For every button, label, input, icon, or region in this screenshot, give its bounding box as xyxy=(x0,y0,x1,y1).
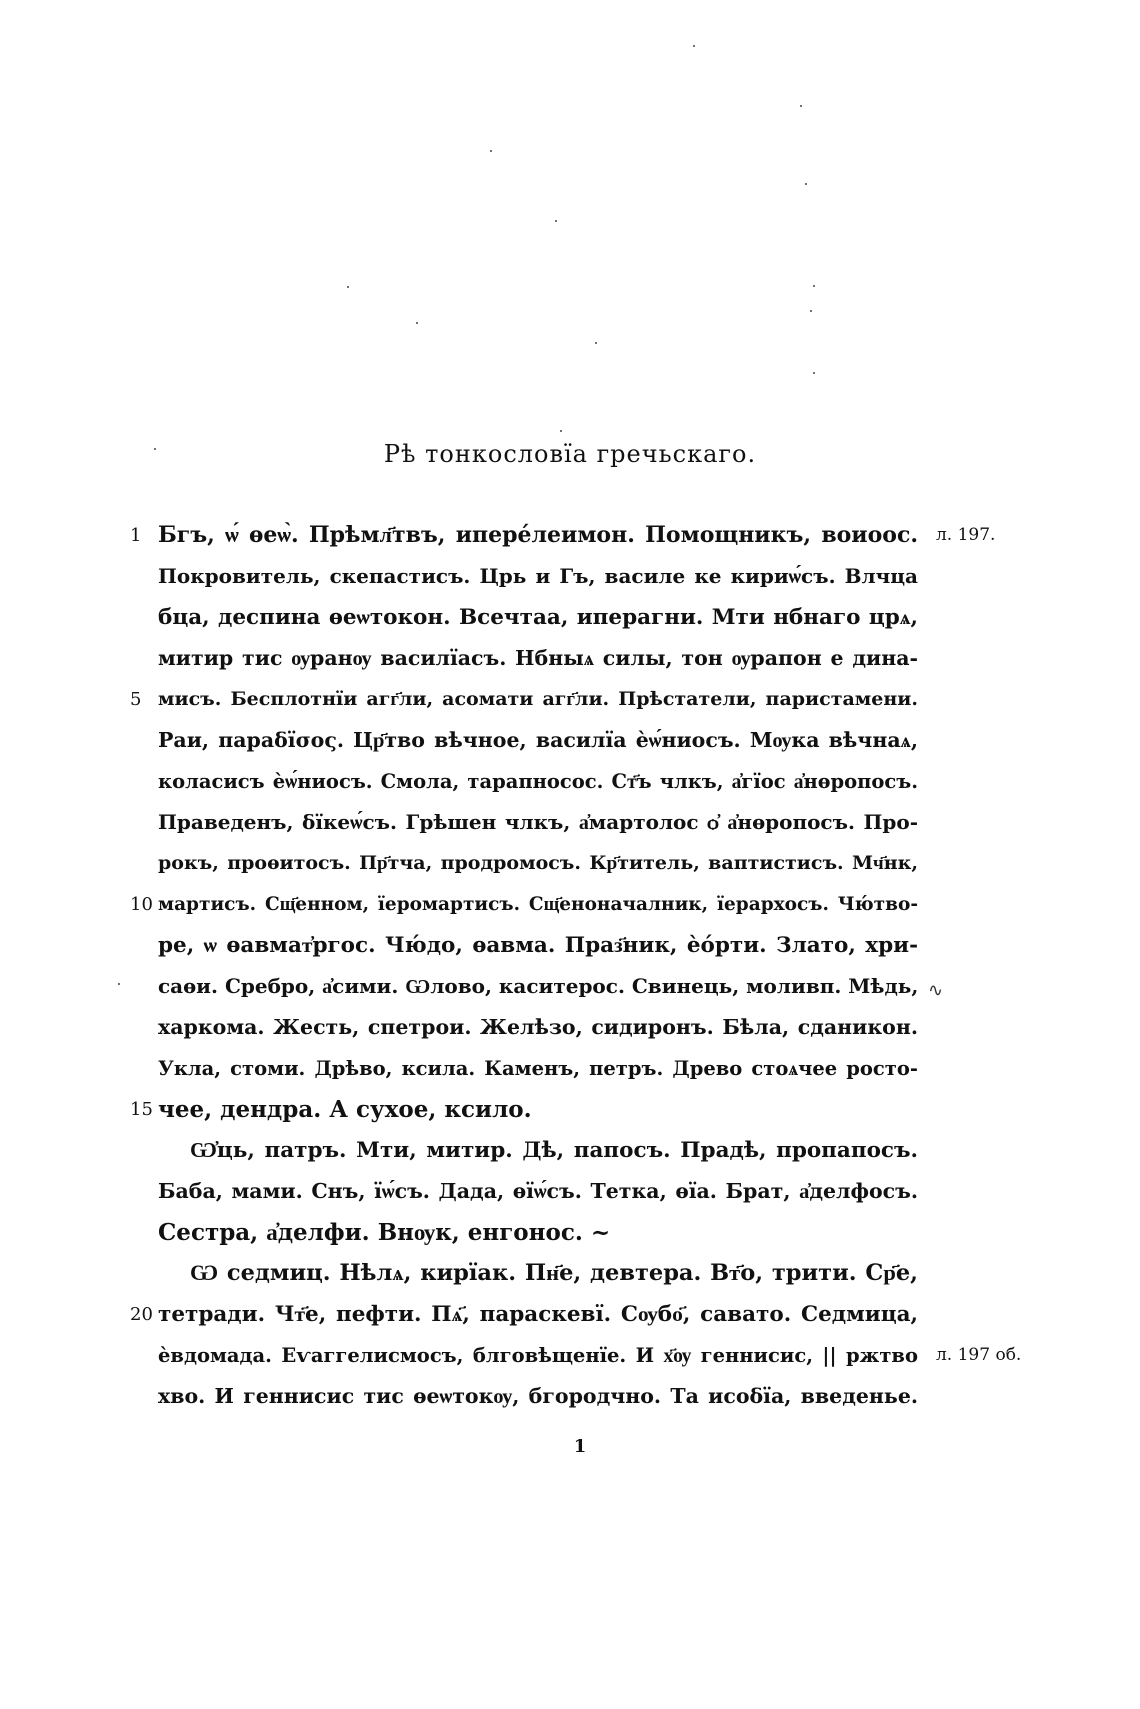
body-text xyxy=(158,515,918,1417)
scan-speck xyxy=(800,105,802,107)
text-line: мисъ. Бесплотнїи агг҃ли, асомати агг҃ли. Прѣстатели, паристамени. xyxy=(158,688,918,710)
scan-speck xyxy=(560,430,562,432)
scan-speck xyxy=(118,983,120,985)
text-line: бца, деспина ѳеѡтокон. Всечтаа, иперагни. Мти нбнаго црѧ, xyxy=(158,605,918,630)
text-line: Раи, параδїσος. Цр҃тво вѣчное, василїа ѐѡ́ниосъ. Мѹка вѣчнаѧ, xyxy=(158,728,918,752)
scan-speck xyxy=(490,150,492,152)
text-line: саѳи. Сребро, а҆сими. Ѡлово, каситерос. Свинець, моливп. Мѣдь, xyxy=(158,974,919,998)
text-line: Праведенъ, δїкеѡ́съ. Грѣшен члкъ, а҆мартолос ѻ҆ а҆нѳропосъ. Про- xyxy=(158,810,918,834)
margin-folio-note: л. 197. xyxy=(936,525,996,545)
line-number: 10 xyxy=(130,894,153,915)
text-line: харкома. Жесть, спетрои. Желѣзо, сидиронъ. Бѣла, сданикон. xyxy=(158,1015,918,1039)
line-number: 15 xyxy=(130,1099,153,1120)
scan-speck xyxy=(693,45,695,47)
page-title: Рѣ тонкословїа гречьскаго. xyxy=(383,440,757,468)
scan-speck xyxy=(347,286,349,288)
line-number: 5 xyxy=(130,689,142,710)
text-line: ре, ѡ ѳавмат҆ргос. Чю́до, ѳавма. Праз҃ник, ѐо́рти. Злато, хри- xyxy=(158,933,918,958)
text-line: мартисъ. Сщ҃енном, їеромартисъ. Сщ҃еноначалник, їерархосъ. Чю́тво- xyxy=(158,894,918,915)
scan-speck xyxy=(555,220,557,222)
text-line: митир тис ѹранѹ василїасъ. Нбныѧ силы, тон ѹрапон е дина- xyxy=(158,646,918,670)
text-line: рокъ, проѳитосъ. Пр҃тча, продромосъ. Кр҃титель, ваптистисъ. Мч҃нк, xyxy=(158,852,918,874)
scan-speck xyxy=(154,448,156,450)
text-line: Бгъ, ѡ́ ѳеѡ̀. Прѣмл҃твъ, ипере́леимон. Помощникъ, воиоос. xyxy=(158,522,918,548)
text-line: Сестра, а҆делфи. Внѹк, енгонос. ~ xyxy=(158,1219,611,1246)
page-number: 1 xyxy=(573,1436,587,1457)
text-line: хво. И геннисис тис ѳеѡтокѹ, бгородчно. Та исоδїа, введенье. xyxy=(158,1384,918,1408)
scan-speck xyxy=(595,342,597,344)
text-line: Покровитель, скепастисъ. Црь и Гъ, василе ке кириѡ́съ. Влчца xyxy=(158,564,918,588)
scan-speck xyxy=(813,372,815,374)
text-line: Баба, мами. Снъ, їѡ́съ. Дада, ѳїѡ́съ. Тетка, ѳїа. Брат, а҆делфосъ. xyxy=(158,1179,918,1203)
scan-speck xyxy=(805,183,807,185)
text-line: Ѡ седмиц. Нѣлѧ, кирїак. Пн҃е, девтера. Вт҃о, трити. Ср҃е, xyxy=(190,1260,918,1286)
text-line: Ѡ҆ць, патръ. Мти, митир. Дѣ, папосъ. Прадѣ, пропапосъ. xyxy=(190,1138,918,1163)
text-line: чее, дендра. А сухое, ксило. xyxy=(158,1096,532,1123)
margin-folio-note: л. 197 об. xyxy=(936,1345,1022,1365)
scan-speck xyxy=(813,285,815,287)
text-line: коласисъ ѐѡ́ниосъ. Смола, тарапносос. Ст҃ъ члкъ, а҆гїос а҆нѳропосъ. xyxy=(158,770,918,793)
scan-speck xyxy=(810,310,812,312)
line-number: 20 xyxy=(130,1304,153,1325)
line-number: 1 xyxy=(130,525,142,546)
text-line: ѐвдомада. Еѵаггелисмосъ, блговѣщенїе. И х҃ѹ геннисис, || ржтво xyxy=(158,1344,918,1367)
scan-speck xyxy=(416,322,418,324)
text-line: тетради. Чт҃е, пефти. Пѧ҃, параскевї. Сѹбо҃, савато. Седмица, xyxy=(158,1302,918,1327)
margin-mark: ∿ xyxy=(928,980,944,1001)
text-line: Укла, стоми. Дрѣво, ксила. Каменъ, петръ. Древо стоѧчее росто- xyxy=(158,1057,918,1080)
